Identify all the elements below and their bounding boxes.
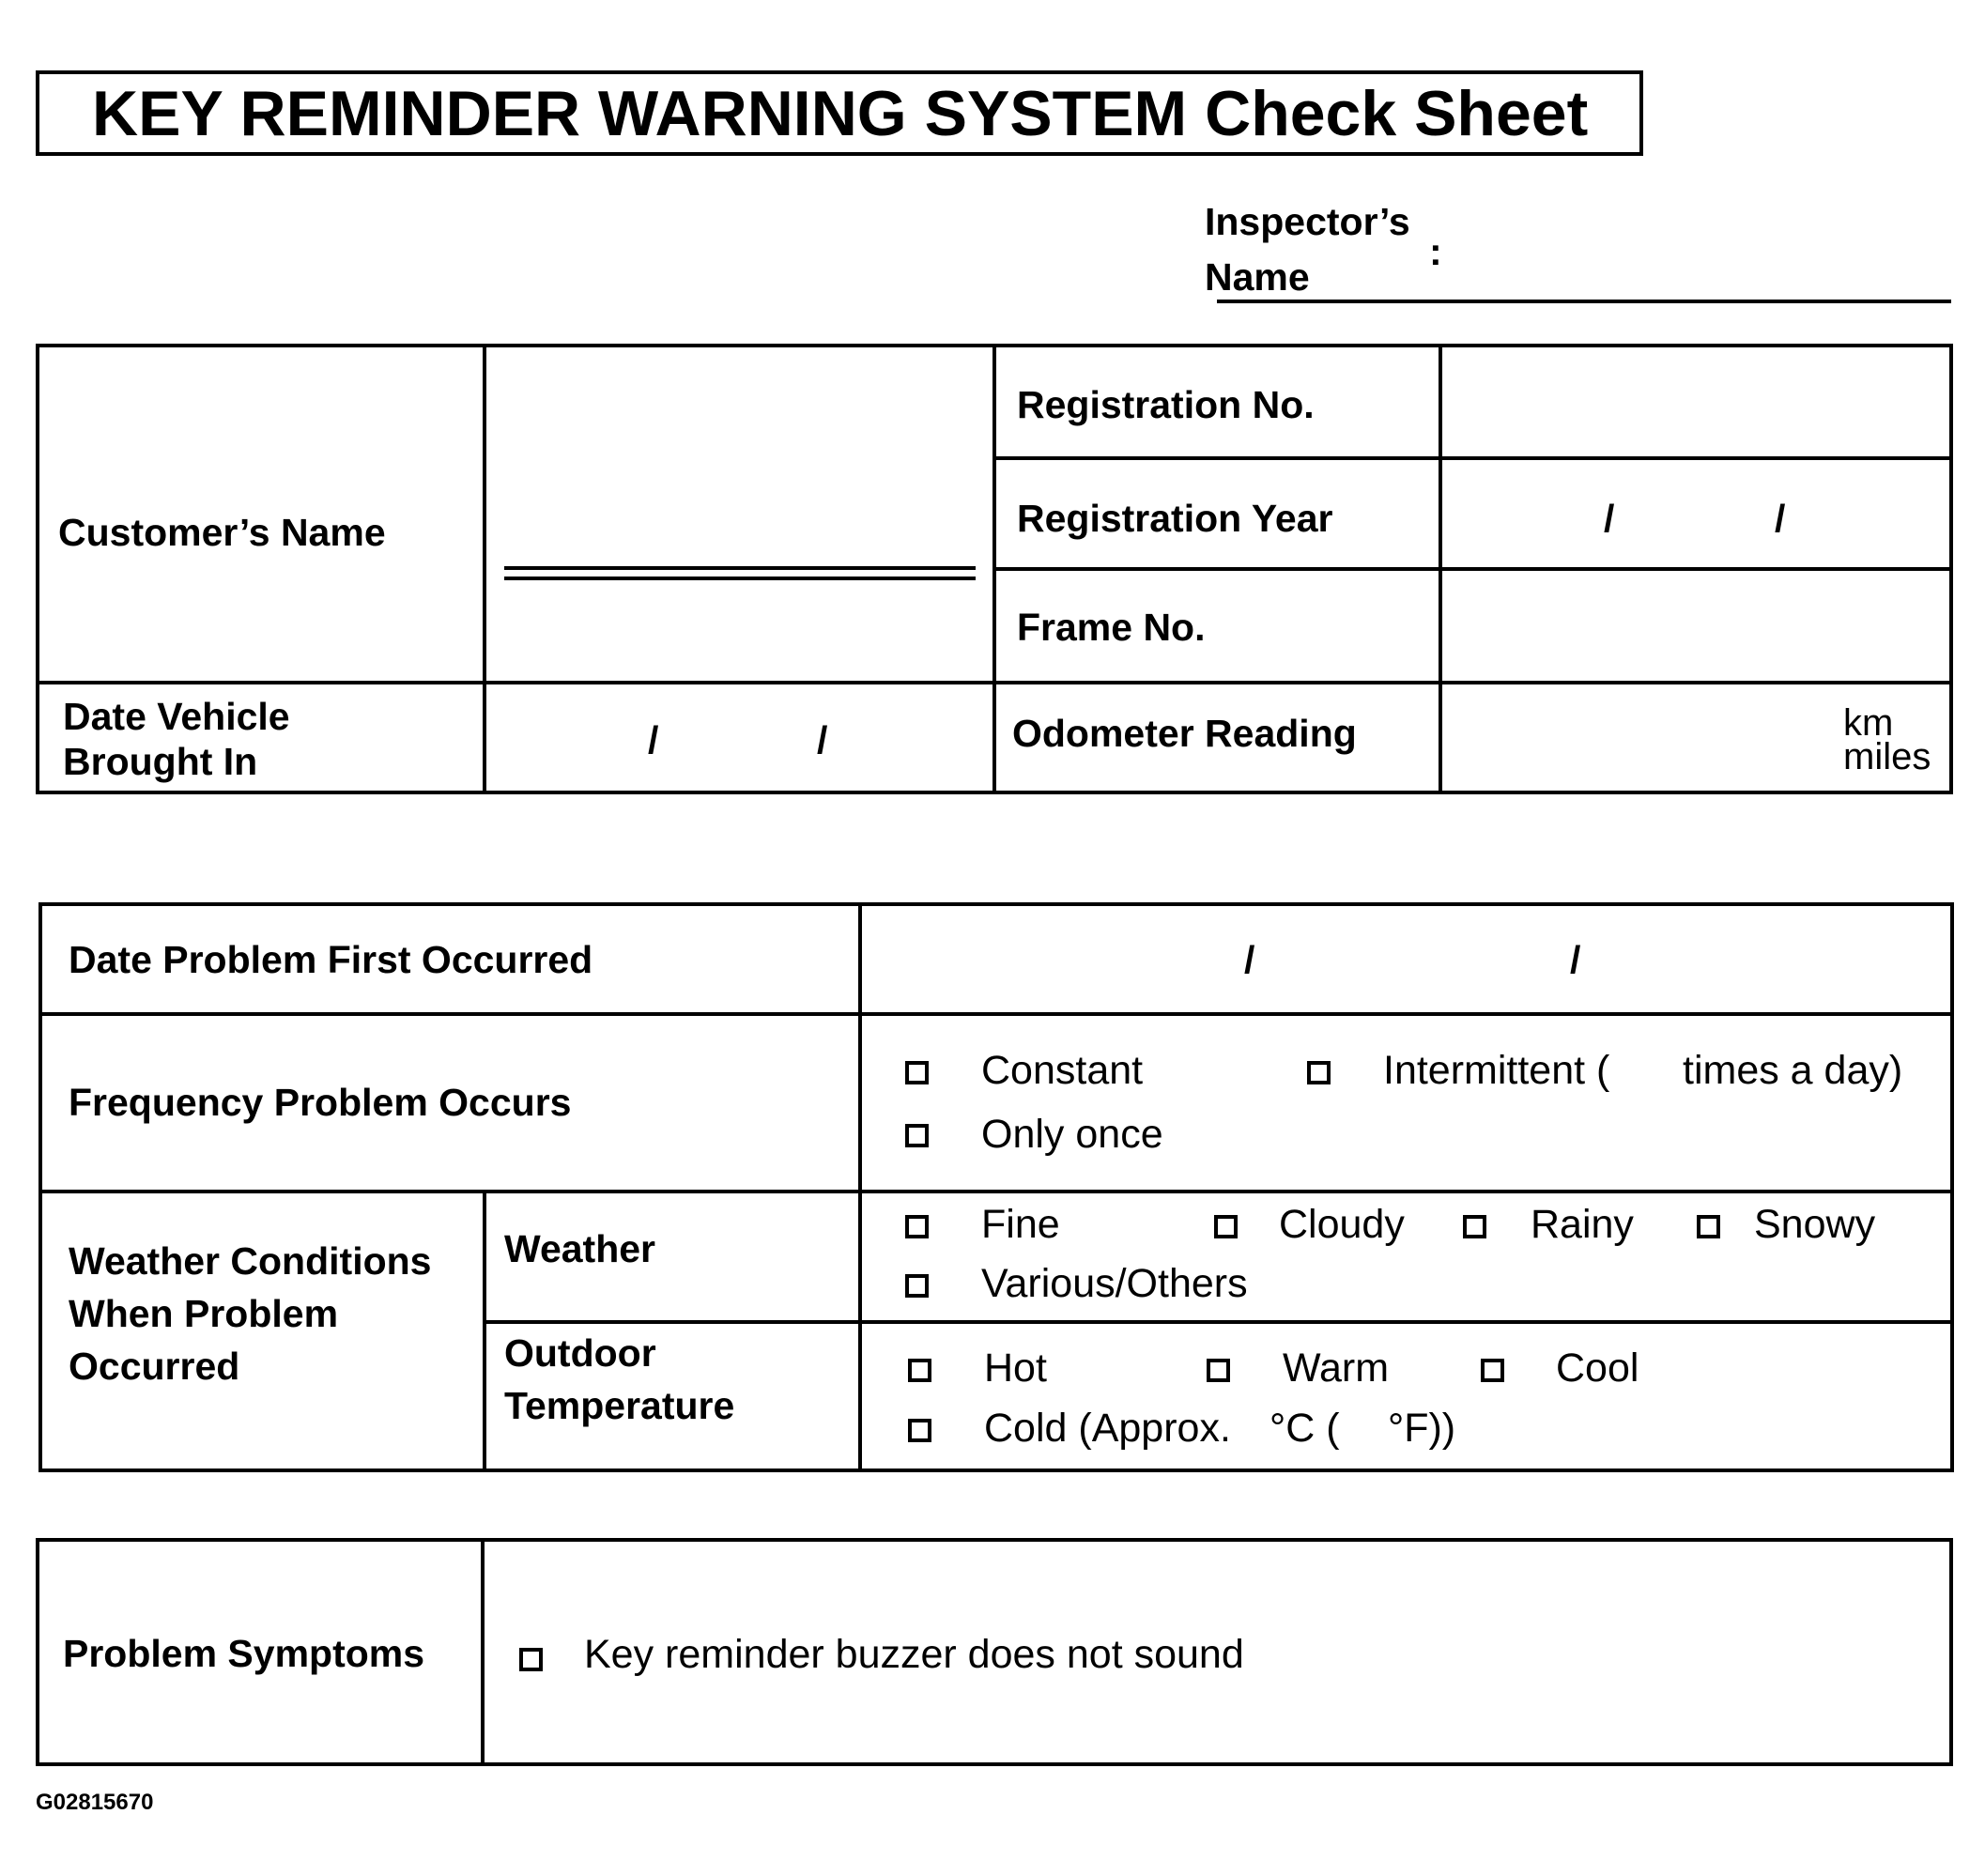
inspector-name-field[interactable] xyxy=(1217,300,1951,303)
fine-option: Fine xyxy=(981,1202,1060,1247)
frame-no-field[interactable] xyxy=(1442,571,1949,681)
symptoms-table-divider xyxy=(481,1538,485,1766)
cloudy-option: Cloudy xyxy=(1279,1202,1405,1247)
date-brought-in-label-line1: Date Vehicle xyxy=(63,695,290,738)
frequency-label: Frequency Problem Occurs xyxy=(69,1081,572,1124)
intermittent-checkbox[interactable] xyxy=(1307,1061,1331,1084)
outdoor-temp-label-line2: Temperature xyxy=(504,1384,735,1427)
various-option: Various/Others xyxy=(981,1261,1248,1306)
problem-table-rule xyxy=(483,1320,1954,1324)
registration-no-field[interactable] xyxy=(1442,347,1949,456)
buzzer-checkbox[interactable] xyxy=(519,1648,543,1671)
date-separator: / xyxy=(817,718,828,761)
weather-conditions-label-line3: Occurred xyxy=(69,1345,240,1388)
problem-table-rule xyxy=(38,1190,1954,1193)
cool-option: Cool xyxy=(1556,1345,1639,1391)
weather-conditions-label-line2: When Problem xyxy=(69,1292,339,1335)
rainy-option: Rainy xyxy=(1531,1202,1634,1247)
snowy-option: Snowy xyxy=(1754,1202,1876,1247)
various-checkbox[interactable] xyxy=(905,1274,929,1298)
inspector-label-line2: Name xyxy=(1205,255,1310,299)
odometer-unit-km: km xyxy=(1843,702,1894,744)
date-separator: / xyxy=(1604,497,1615,540)
customer-name-field[interactable] xyxy=(504,566,976,570)
customer-name-field-underline xyxy=(504,577,976,580)
date-first-occurred-label: Date Problem First Occurred xyxy=(69,938,593,981)
inspector-colon: : xyxy=(1429,230,1442,273)
date-separator: / xyxy=(1775,497,1786,540)
date-separator: / xyxy=(1244,938,1255,981)
weather-label: Weather xyxy=(504,1227,656,1270)
only-once-option: Only once xyxy=(981,1112,1163,1157)
problem-table-divider xyxy=(483,1190,486,1472)
date-brought-in-label-line2: Brought In xyxy=(63,740,258,783)
cold-checkbox[interactable] xyxy=(908,1419,931,1442)
outdoor-temp-label-line1: Outdoor xyxy=(504,1331,656,1375)
vehicle-table-rule xyxy=(992,456,1953,460)
customer-name-label: Customer’s Name xyxy=(58,511,386,554)
frame-no-label: Frame No. xyxy=(1017,606,1206,649)
date-separator: / xyxy=(1570,938,1581,981)
only-once-checkbox[interactable] xyxy=(905,1124,929,1147)
cool-checkbox[interactable] xyxy=(1481,1359,1504,1382)
rainy-checkbox[interactable] xyxy=(1463,1215,1486,1238)
intermittent-option: Intermittent ( xyxy=(1383,1048,1610,1093)
registration-no-label: Registration No. xyxy=(1017,383,1315,426)
problem-symptoms-label: Problem Symptoms xyxy=(63,1632,425,1675)
page-title: KEY REMINDER WARNING SYSTEM Check Sheet xyxy=(92,78,1589,149)
buzzer-option: Key reminder buzzer does not sound xyxy=(584,1632,1244,1677)
hot-option: Hot xyxy=(984,1345,1047,1391)
hot-checkbox[interactable] xyxy=(908,1359,931,1382)
warm-checkbox[interactable] xyxy=(1207,1359,1230,1382)
cold-option: Cold (Approx. xyxy=(984,1406,1231,1451)
fahrenheit-text: °F)) xyxy=(1388,1406,1456,1451)
fine-checkbox[interactable] xyxy=(905,1215,929,1238)
date-separator: / xyxy=(648,718,659,761)
figure-id: G02815670 xyxy=(36,1790,154,1815)
vehicle-table-divider xyxy=(483,344,486,794)
odometer-unit-miles: miles xyxy=(1843,736,1931,777)
snowy-checkbox[interactable] xyxy=(1697,1215,1720,1238)
inspector-label-line1: Inspector’s xyxy=(1205,200,1410,243)
celsius-text: °C ( xyxy=(1269,1406,1340,1451)
constant-checkbox[interactable] xyxy=(905,1061,929,1084)
weather-conditions-label-line1: Weather Conditions xyxy=(69,1239,432,1283)
odometer-label: Odometer Reading xyxy=(1012,712,1357,755)
problem-table-rule xyxy=(38,1012,1954,1016)
registration-year-label: Registration Year xyxy=(1017,497,1333,540)
times-a-day-text: times a day) xyxy=(1683,1048,1903,1093)
cloudy-checkbox[interactable] xyxy=(1214,1215,1238,1238)
problem-table-divider xyxy=(858,902,862,1472)
constant-option: Constant xyxy=(981,1048,1144,1093)
warm-option: Warm xyxy=(1283,1345,1390,1391)
